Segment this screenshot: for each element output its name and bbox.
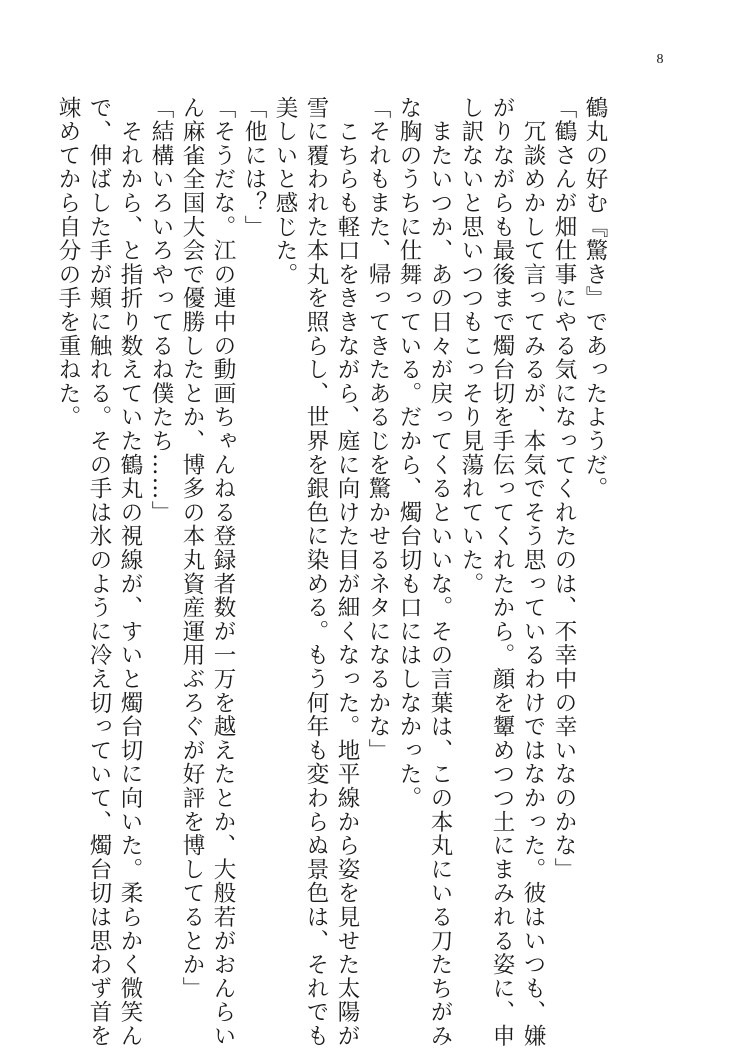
text-line: 「結構いろいろやってるね僕たち……」 xyxy=(148,96,174,525)
text-line: 竦めてから自分の手を重ねた。 xyxy=(55,96,81,430)
text-line: し訳ないと思いつつもこっそり見蕩れていた。 xyxy=(458,96,484,596)
text-line: 美しいと感じた。 xyxy=(272,96,298,287)
text-line: 「他には？」 xyxy=(241,96,267,239)
page-number: 8 xyxy=(656,52,664,67)
text-line: な胸のうちに仕舞っている。だから、燭台切も口にはしなかった。 xyxy=(396,96,422,810)
text-line: 「そうだな。江の連中の動画ちゃんねる登録者数が一万を越えたとか、大般若がおんらい xyxy=(210,96,236,1048)
text-line: それから、と指折り数えていた鶴丸の視線が、すいと燭台切に向いた。柔らかく微笑ん xyxy=(117,96,143,1048)
text-line: で、伸ばした手が頬に触れる。その手は氷のように冷え切っていて、燭台切は思わず首を xyxy=(86,96,112,1048)
novel-text-body xyxy=(52,96,610,1048)
text-line: 「鶴さんが畑仕事にやる気になってくれたのは、不幸中の幸いなのかな」 xyxy=(551,96,577,882)
text-line: がりながらも最後まで燭台切を手伝ってくれたから。顔を顰めつつ土にまみれる姿に、申 xyxy=(489,96,515,1048)
text-line: 冗談めかして言ってみるが、本気でそう思っているわけではなかった。彼はいつも、嫌 xyxy=(520,96,546,1048)
text-line: またいつか、あの日々が戻ってくるといいな。その言葉は、この本丸にいる刀たちがみ xyxy=(427,96,453,1048)
text-line: 「それもまた、帰ってきたあるじを驚かせるネタになるかな」 xyxy=(365,96,391,763)
text-line: こちらも軽口をききながら、庭に向けた目が細くなった。地平線から姿を見せた太陽が xyxy=(334,96,360,1048)
text-line: 鶴丸の好む『驚き』であったようだ。 xyxy=(582,96,608,501)
text-line: ん麻雀全国大会で優勝したとか、博多の本丸資産運用ぶろぐが好評を博してるとか」 xyxy=(179,96,205,1001)
text-line: 雪に覆われた本丸を照らし、世界を銀色に染める。もう何年も変わらぬ景色は、それでも xyxy=(303,96,329,1048)
